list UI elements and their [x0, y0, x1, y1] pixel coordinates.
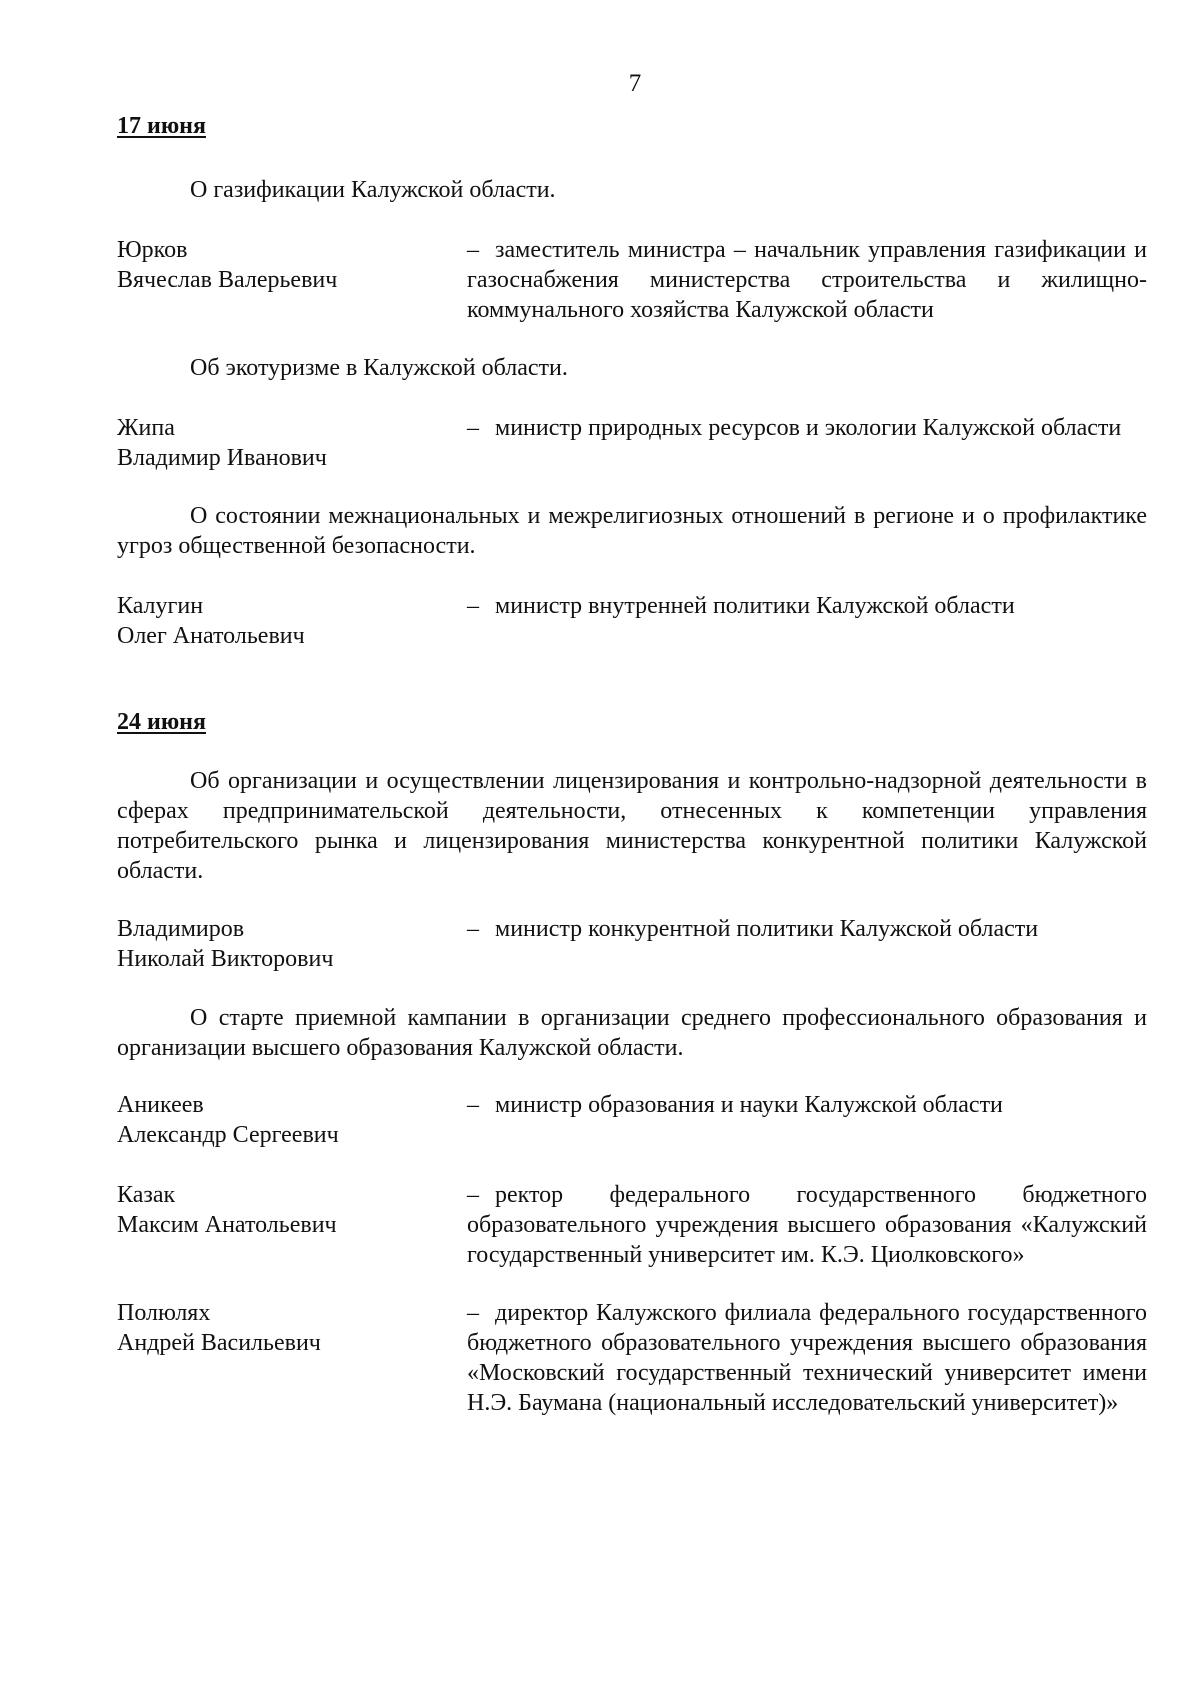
dash: – [467, 593, 479, 619]
speaker-role-text: директор Калужского филиала федерального государственного бюджетного образовательного учреждения высшего образования «Московский государственный технический университет имени Н.Э. Баумана (национальный исследовательский университет)» [467, 1300, 1147, 1416]
speaker-name [117, 591, 457, 651]
agenda-topic: О газификации Калужской области. [190, 177, 556, 203]
speaker-surname: Владимиров [117, 916, 245, 942]
dash: – [467, 415, 479, 441]
speaker-role [467, 1180, 1147, 1270]
speaker-role [467, 914, 1147, 944]
section-24-june [117, 651, 1147, 1418]
dash: – [467, 237, 479, 263]
page-number: 7 [628, 70, 642, 97]
speaker-surname: Казак [117, 1182, 176, 1208]
dash: – [467, 1300, 479, 1326]
agenda-topic: О старте приемной кампании в организации среднего профессионального образования и организации высшего образования Калужской области. [117, 1005, 1147, 1061]
speaker-given-name: Николай Викторович [117, 946, 334, 972]
speaker-name [117, 1298, 457, 1358]
dash: – [467, 1182, 479, 1208]
speaker-role [467, 1298, 1147, 1418]
speaker-entry [117, 591, 1147, 651]
speaker-role [467, 413, 1147, 443]
date-heading: 24 июня [117, 709, 206, 735]
speaker-entry [117, 1090, 1147, 1150]
speaker-role [467, 235, 1147, 325]
speaker-entry [117, 914, 1147, 974]
speaker-name [117, 413, 457, 473]
speaker-entry [117, 413, 1147, 473]
speaker-entry [117, 1298, 1147, 1418]
date-heading: 17 июня [117, 113, 206, 139]
speaker-surname: Жипа [117, 415, 175, 441]
agenda-topic: Об экотуризме в Калужской области. [190, 355, 568, 381]
speaker-given-name: Андрей Васильевич [117, 1330, 321, 1356]
agenda-topic: Об организации и осуществлении лицензирования и контрольно-надзорной деятельности в сферах предпринимательской деятельности, отнесенных к компетенции управления потребительского рынка и лицензирования министерства конкурентной политики Калужской области. [117, 768, 1147, 884]
speaker-role [467, 591, 1147, 621]
dash: – [467, 916, 479, 942]
speaker-role-text: министр образования и науки Калужской области [495, 1092, 1003, 1118]
document-body [117, 111, 1147, 1418]
dash: – [467, 1092, 479, 1118]
speaker-name [117, 1090, 457, 1150]
speaker-entry [117, 235, 1147, 325]
speaker-name [117, 235, 457, 295]
speaker-role-text: заместитель министра – начальник управления газификации и газоснабжения министерства строительства и жилищно-коммунального хозяйства Калужской области [467, 237, 1147, 323]
agenda-topic: О состоянии межнациональных и межрелигиозных отношений в регионе и о профилактике угроз общественной безопасности. [117, 503, 1147, 559]
speaker-surname: Аникеев [117, 1092, 204, 1118]
speaker-given-name: Максим Анатольевич [117, 1212, 337, 1238]
speaker-surname: Полюлях [117, 1300, 211, 1326]
speaker-given-name: Вячеслав Валерьевич [117, 267, 338, 293]
speaker-role-text: министр внутренней политики Калужской области [495, 593, 1015, 619]
speaker-given-name: Александр Сергеевич [117, 1122, 339, 1148]
speaker-surname: Юрков [117, 237, 188, 263]
section-17-june [117, 111, 1147, 651]
speaker-role-text: министр конкурентной политики Калужской области [495, 916, 1039, 942]
speaker-given-name: Олег Анатольевич [117, 623, 305, 649]
speaker-surname: Калугин [117, 593, 204, 619]
speaker-role-text: министр природных ресурсов и экологии Калужской области [495, 415, 1122, 441]
speaker-name [117, 914, 457, 974]
speaker-role-text: ректор федерального государственного бюджетного образовательного учреждения высшего образования «Калужский государственный университет им. К.Э. Циолковского» [467, 1182, 1147, 1268]
speaker-entry [117, 1180, 1147, 1270]
speaker-name [117, 1180, 457, 1240]
speaker-role [467, 1090, 1147, 1120]
speaker-given-name: Владимир Иванович [117, 445, 327, 471]
